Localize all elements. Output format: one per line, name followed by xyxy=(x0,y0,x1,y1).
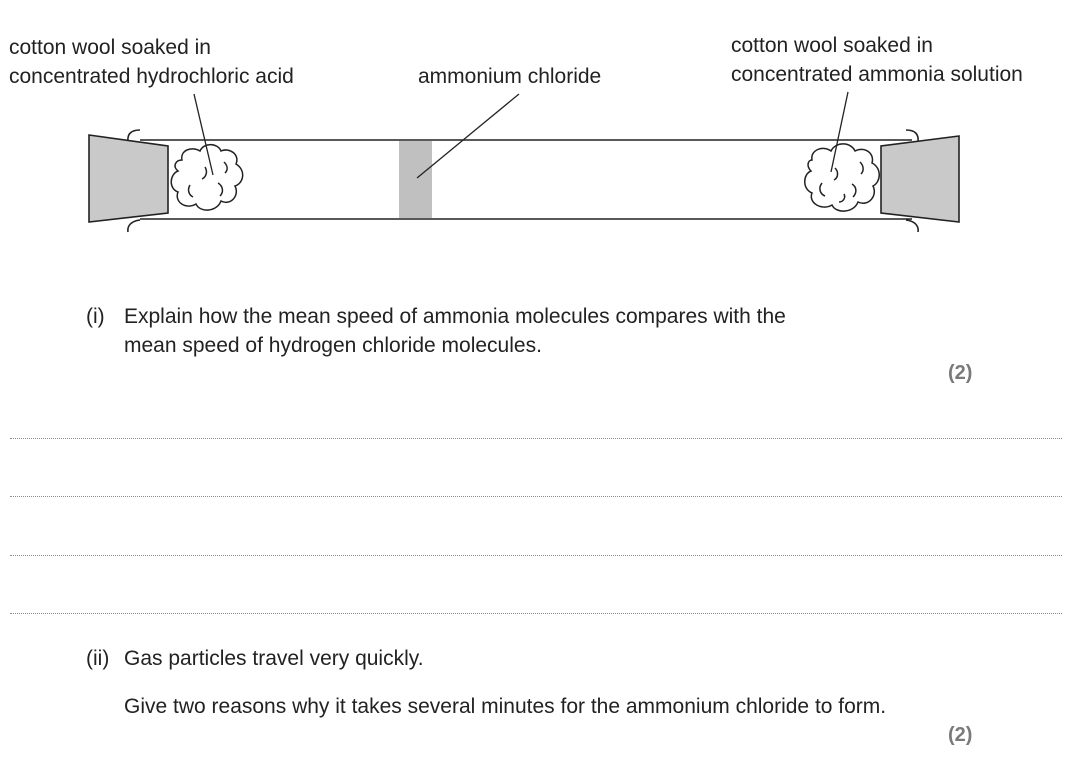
question-ii-marks: (2) xyxy=(948,724,973,746)
answer-line-1[interactable] xyxy=(10,438,1062,439)
leader-lines xyxy=(194,92,848,178)
ammonium-chloride-deposit xyxy=(399,141,432,218)
label-hcl-cotton-wool: cotton wool soaked in concentrated hydrochloric acid xyxy=(9,36,294,88)
question-i-text: Explain how the mean speed of ammonia molecules compares with the mean speed of hydrogen chloride molecules. xyxy=(124,305,786,357)
question-ii-text: Give two reasons why it takes several minutes for the ammonium chloride to form. xyxy=(124,695,887,718)
question-ii-statement: Gas particles travel very quickly. xyxy=(124,647,424,670)
answer-line-3[interactable] xyxy=(10,555,1062,556)
question-i-number: (i) xyxy=(86,305,105,328)
stopper-left xyxy=(89,135,168,222)
question-ii-number: (ii) xyxy=(86,647,110,670)
label-ammonia-cotton-wool: cotton wool soaked in concentrated ammonia solution xyxy=(731,34,1023,86)
label-ammonium-chloride: ammonium chloride xyxy=(418,65,602,88)
answer-line-4[interactable] xyxy=(10,613,1062,614)
glass-tube xyxy=(128,130,918,232)
question-i-marks: (2) xyxy=(948,362,973,384)
cotton-wool-right xyxy=(805,144,880,211)
cotton-wool-left xyxy=(171,145,242,210)
stopper-right xyxy=(881,136,959,222)
diffusion-tube-diagram xyxy=(0,0,1081,260)
answer-line-2[interactable] xyxy=(10,496,1062,497)
